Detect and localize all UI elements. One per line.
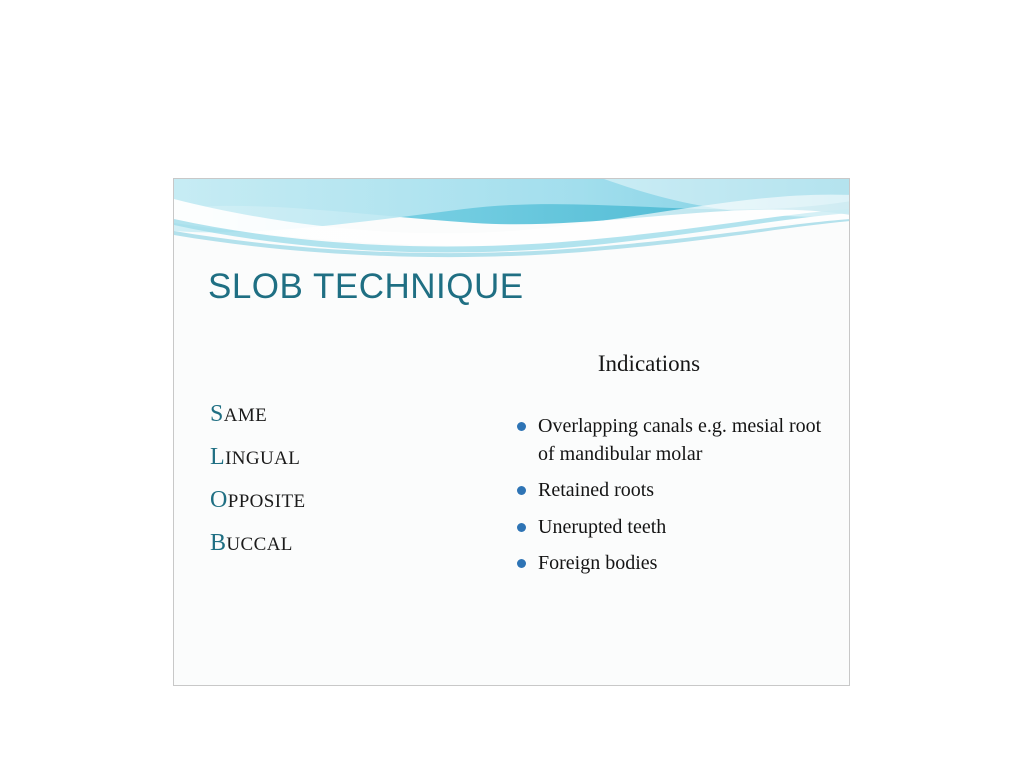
indications-block (514, 351, 834, 587)
acronym-line (210, 401, 490, 428)
bullet-icon (517, 559, 526, 568)
list-item-label: Overlapping canals e.g. mesial root of mandibular molar (538, 415, 822, 465)
acronym-initial: S (210, 401, 224, 427)
wave-graphic (174, 179, 850, 259)
list-item (514, 514, 834, 542)
page-title: SLOB TECHNIQUE (208, 267, 524, 306)
indications-heading: Indications (597, 351, 701, 376)
acronym-initial: B (210, 530, 227, 556)
list-item-label: Retained roots (538, 479, 655, 502)
acronym-line (210, 444, 490, 471)
list-item (514, 413, 834, 468)
list-item (514, 550, 834, 578)
list-item-label: Unerupted teeth (538, 515, 667, 538)
slob-acronym-block (210, 401, 490, 573)
acronym-rest: UCCAL (226, 534, 293, 555)
acronym-line (210, 530, 490, 557)
acronym-rest: INGUAL (225, 448, 301, 469)
list-item (514, 477, 834, 505)
bullet-icon (517, 422, 526, 431)
acronym-rest: AME (223, 405, 268, 426)
bullet-icon (517, 523, 526, 532)
indications-list (514, 413, 834, 578)
acronym-initial: L (210, 444, 226, 470)
acronym-initial: O (210, 487, 228, 513)
acronym-line (210, 487, 490, 514)
decorative-wave-banner (174, 179, 850, 259)
bullet-icon (517, 486, 526, 495)
presentation-slide (173, 178, 850, 686)
acronym-rest: PPOSITE (227, 491, 306, 512)
list-item-label: Foreign bodies (538, 552, 658, 575)
